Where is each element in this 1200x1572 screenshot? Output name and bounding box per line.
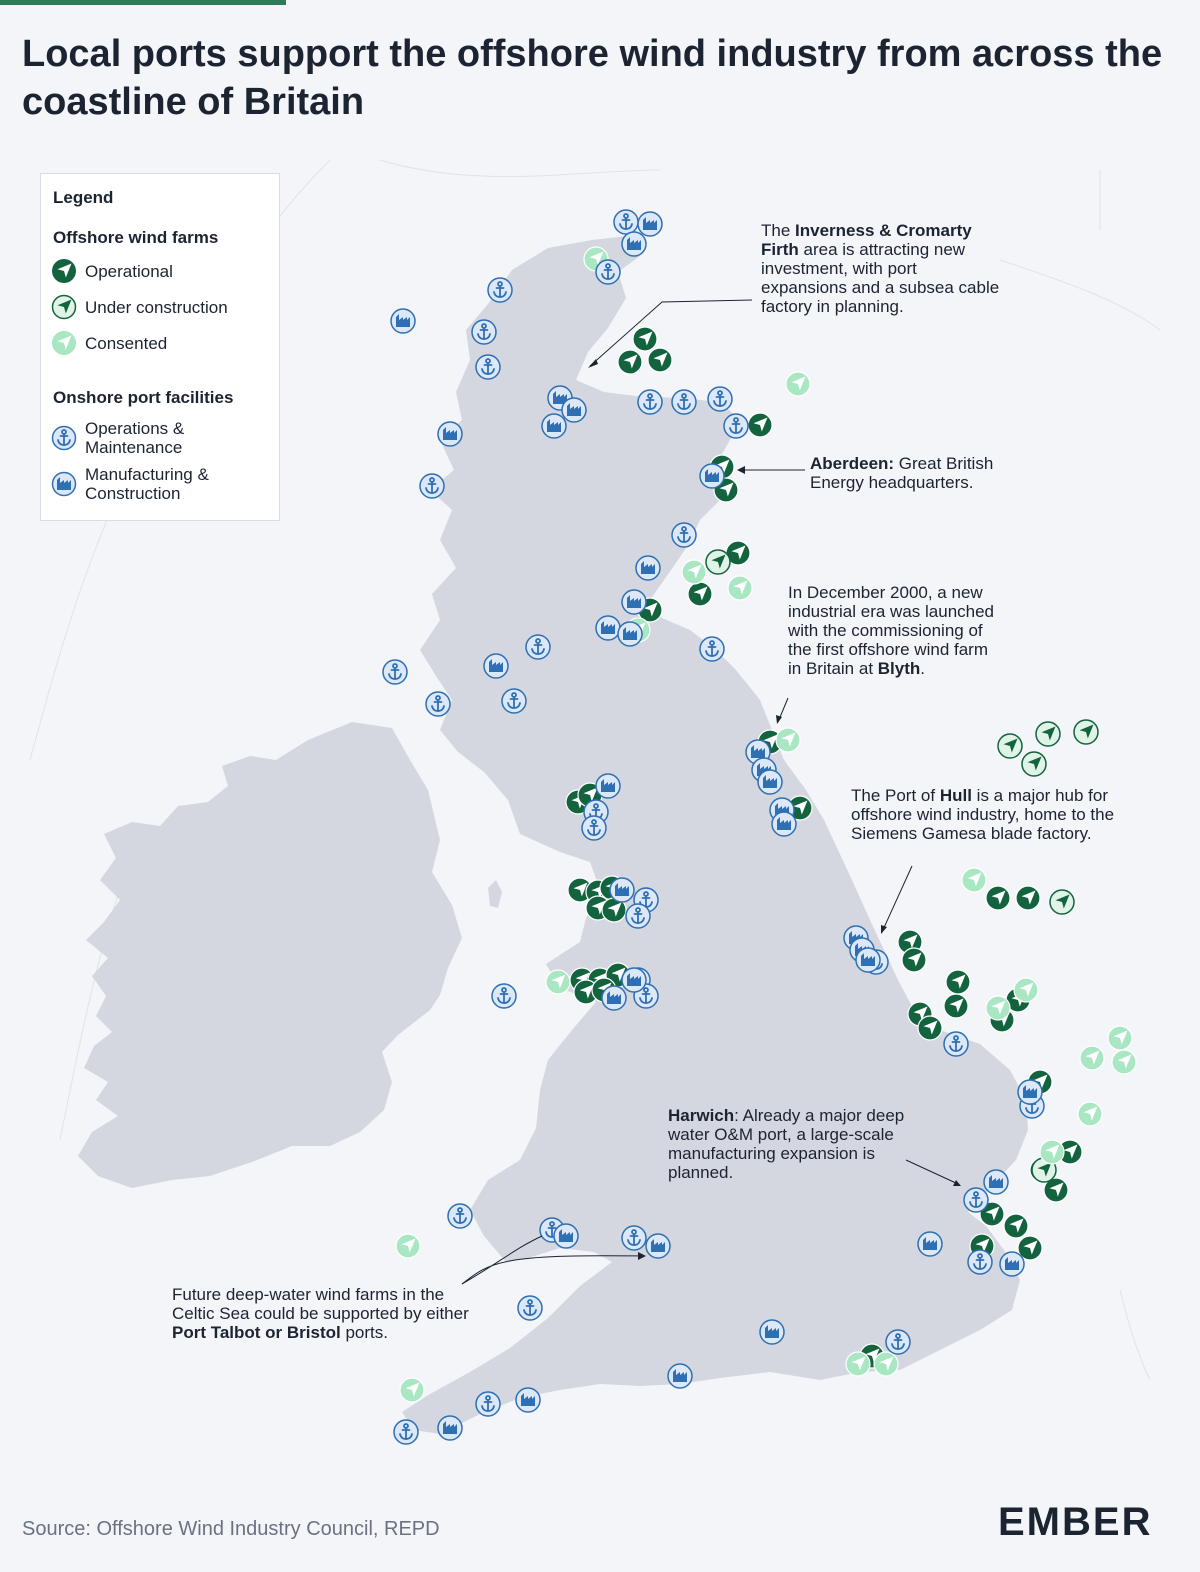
manufacturing-port-marker	[596, 616, 620, 640]
consented-wind-farm-marker	[1014, 978, 1038, 1002]
om-port-marker	[622, 1226, 646, 1250]
legend-mc	[51, 465, 271, 503]
om-port-marker	[596, 260, 620, 284]
legend-under-construction-label: Under construction	[85, 297, 228, 317]
manufacturing-port-marker	[636, 556, 660, 580]
om-port-marker	[394, 1420, 418, 1444]
om-port-marker	[476, 355, 500, 379]
manufacturing-port-marker	[610, 878, 634, 902]
operational-wind-farm-marker	[944, 994, 968, 1018]
manufacturing-port-marker	[438, 422, 462, 446]
manufacturing-port-marker	[700, 464, 724, 488]
manufacturing-port-marker	[602, 986, 626, 1010]
legend-consented	[51, 330, 167, 356]
page-title: Local ports support the offshore wind industry from across the coastline of Britain	[22, 33, 1163, 123]
manufacturing-port-marker	[622, 968, 646, 992]
legend-title: Legend	[53, 188, 114, 207]
under-construction-wind-farm-marker	[1050, 890, 1074, 914]
consented-wind-farm-marker	[396, 1234, 420, 1258]
under-construction-wind-farm-marker	[1022, 752, 1046, 776]
legend-consented-label: Consented	[85, 333, 168, 353]
consented-wind-farm-marker	[546, 970, 570, 994]
operational-wind-farm-marker	[648, 348, 672, 372]
operational-wind-farm-marker	[1004, 1214, 1028, 1238]
annotation-blyth: In December 2000, a new industrial era was launched with the commissioning of the first offshore wind farm in Britain at Blyth.	[788, 583, 995, 678]
annotation-celtic-sea: Future deep-water wind farms in the Celtic Sea could be supported by either Port Talbot or Bristol ports.	[172, 1285, 469, 1342]
legend-port-section: Onshore port facilities	[53, 388, 234, 407]
operational-wind-farm-marker	[986, 886, 1010, 910]
consented-wind-farm-marker	[682, 560, 706, 584]
consented-wind-farm-marker	[728, 576, 752, 600]
manufacturing-port-marker	[984, 1170, 1008, 1194]
om-port-marker	[426, 692, 450, 716]
consented-wind-farm-marker	[1080, 1046, 1104, 1070]
manufacturing-port-marker	[638, 212, 662, 236]
manufacturing-port-marker	[622, 232, 646, 256]
legend-om-label: Operations & Maintenance	[85, 419, 185, 457]
factory-icon	[51, 471, 77, 497]
source-note: Source: Offshore Wind Industry Council, REPD	[22, 1518, 440, 1540]
om-port-marker	[708, 387, 732, 411]
manufacturing-port-marker	[618, 622, 642, 646]
om-port-marker	[518, 1296, 542, 1320]
legend-operational	[51, 258, 173, 284]
om-port-marker	[383, 660, 407, 684]
om-port-marker	[526, 635, 550, 659]
om-port-marker	[476, 1392, 500, 1416]
manufacturing-port-marker	[391, 309, 415, 333]
ireland-landmass	[78, 722, 462, 1188]
operational-wind-farm-marker	[918, 1016, 942, 1040]
consented-wind-farm-marker	[776, 728, 800, 752]
om-port-marker	[472, 320, 496, 344]
om-port-marker	[638, 390, 662, 414]
om-port-marker	[700, 637, 724, 661]
consented-wind-farm-marker	[400, 1378, 424, 1402]
om-port-marker	[420, 474, 444, 498]
manufacturing-port-marker	[542, 414, 566, 438]
consented-wind-farm-marker	[986, 996, 1010, 1020]
manufacturing-port-marker	[856, 948, 880, 972]
legend-operational-label: Operational	[85, 261, 173, 281]
om-port-marker	[502, 689, 526, 713]
manufacturing-port-marker	[918, 1232, 942, 1256]
manufacturing-port-marker	[668, 1364, 692, 1388]
manufacturing-port-marker	[760, 1320, 784, 1344]
operational-wind-farm-marker	[618, 350, 642, 374]
operational-wind-farm-marker	[688, 582, 712, 606]
om-port-marker	[626, 904, 650, 928]
manufacturing-port-marker	[622, 590, 646, 614]
annotation-aberdeen: Aberdeen: Great British Energy headquarters.	[810, 454, 994, 492]
manufacturing-port-marker	[516, 1388, 540, 1412]
om-port-marker	[448, 1204, 472, 1228]
legend-wind-section: Offshore wind farms	[53, 228, 219, 247]
legend-under-construction	[51, 294, 228, 320]
ember-logo: EMBER	[998, 1500, 1153, 1544]
under-construction-wind-icon	[51, 294, 77, 320]
operational-wind-farm-marker	[946, 970, 970, 994]
legend-om	[51, 419, 271, 457]
manufacturing-port-marker	[596, 774, 620, 798]
operational-wind-farm-marker	[633, 327, 657, 351]
operational-wind-icon	[51, 258, 77, 284]
om-port-marker	[614, 210, 638, 234]
consented-wind-farm-marker	[1078, 1102, 1102, 1126]
manufacturing-port-marker	[1000, 1252, 1024, 1276]
manufacturing-port-marker	[484, 654, 508, 678]
om-port-marker	[492, 984, 516, 1008]
om-port-marker	[964, 1188, 988, 1212]
operational-wind-farm-marker	[902, 948, 926, 972]
under-construction-wind-farm-marker	[998, 734, 1022, 758]
om-port-marker	[886, 1330, 910, 1354]
isle-of-man	[488, 880, 502, 908]
annotation-harwich: Harwich: Already a major deep water O&M port, a large-scale manufacturing expansion is planned.	[668, 1106, 905, 1182]
consented-wind-farm-marker	[1112, 1050, 1136, 1074]
consented-wind-farm-marker	[1108, 1026, 1132, 1050]
legend-panel	[40, 173, 280, 521]
om-port-marker	[488, 278, 512, 302]
om-port-marker	[944, 1032, 968, 1056]
om-port-marker	[672, 390, 696, 414]
om-port-marker	[672, 523, 696, 547]
consented-wind-farm-marker	[846, 1352, 870, 1376]
under-construction-wind-farm-marker	[706, 550, 730, 574]
annotation-inverness: The Inverness & Cromarty Firth area is attracting new investment, with port expansions and a subsea cable factory in planning.	[761, 221, 1000, 316]
manufacturing-port-marker	[758, 770, 782, 794]
under-construction-wind-farm-marker	[1074, 720, 1098, 744]
operational-wind-farm-marker	[748, 413, 772, 437]
manufacturing-port-marker	[562, 398, 586, 422]
under-construction-wind-farm-marker	[1036, 722, 1060, 746]
annotation-hull: The Port of Hull is a major hub for offshore wind industry, home to the Siemens Gamesa blade factory.	[851, 786, 1115, 843]
manufacturing-port-marker	[1018, 1080, 1042, 1104]
manufacturing-port-marker	[646, 1234, 670, 1258]
operational-wind-farm-marker	[1016, 886, 1040, 910]
om-port-marker	[724, 414, 748, 438]
manufacturing-port-marker	[554, 1224, 578, 1248]
consented-wind-farm-marker	[1040, 1140, 1064, 1164]
consented-wind-icon	[51, 330, 77, 356]
consented-wind-farm-marker	[874, 1352, 898, 1376]
om-port-marker	[582, 816, 606, 840]
manufacturing-port-marker	[772, 812, 796, 836]
legend-mc-label: Manufacturing & Construction	[85, 465, 209, 503]
manufacturing-port-marker	[438, 1416, 462, 1440]
consented-wind-farm-marker	[786, 372, 810, 396]
consented-wind-farm-marker	[962, 868, 986, 892]
anchor-icon	[51, 425, 77, 451]
om-port-marker	[968, 1250, 992, 1274]
